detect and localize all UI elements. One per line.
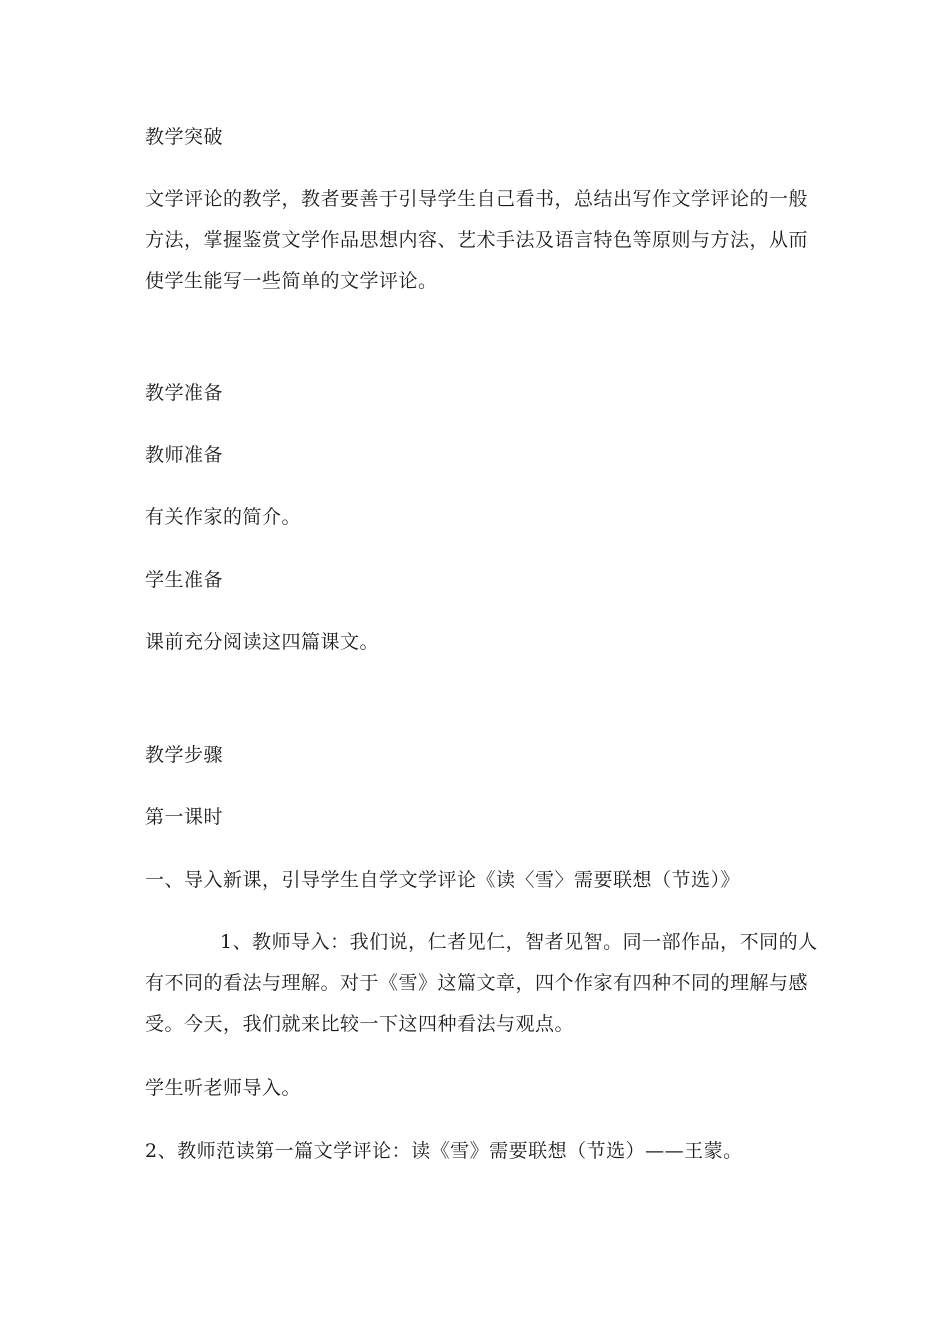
heading-teaching-steps: 教学步骤	[145, 744, 224, 766]
student-preparation-text: 课前充分阅读这四篇课文。	[145, 631, 380, 653]
paragraph-line: 1、教师导入：我们说，仁者见仁，智者见智。同一部作品，不同的人	[220, 931, 818, 953]
paragraph-line: 受。今天，我们就来比较一下这四种看法与观点。	[145, 1013, 575, 1035]
heading-student-preparation: 学生准备	[145, 569, 224, 591]
paragraph-line: 方法，掌握鉴赏文学作品思想内容、艺术手法及语言特色等原则与方法，从而	[145, 229, 809, 251]
heading-teaching-preparation: 教学准备	[145, 382, 224, 404]
breakthrough-paragraph	[145, 184, 810, 307]
section-one-title: 一、导入新课，引导学生自学文学评论《读〈雪〉需要联想（节选）》	[145, 869, 741, 891]
paragraph-line: 文学评论的教学，教者要善于引导学生自己看书，总结出写作文学评论的一般	[145, 188, 809, 210]
student-listens-text: 学生听老师导入。	[145, 1077, 302, 1099]
heading-lesson-one: 第一课时	[145, 806, 224, 828]
paragraph-line: 使学生能写一些简单的文学评论。	[145, 270, 438, 292]
paragraph-line: 有不同的看法与理解。对于《雪》这篇文章，四个作家有四种不同的理解与感	[145, 972, 809, 994]
teacher-preparation-text: 有关作家的简介。	[145, 506, 302, 528]
step-one-paragraph	[145, 927, 818, 1050]
heading-teacher-preparation: 教师准备	[145, 444, 224, 466]
heading-teaching-breakthrough: 教学突破	[145, 126, 224, 148]
step-two-text: 2、教师范读第一篇文学评论：读《雪》需要联想（节选）——王蒙。	[145, 1140, 743, 1162]
